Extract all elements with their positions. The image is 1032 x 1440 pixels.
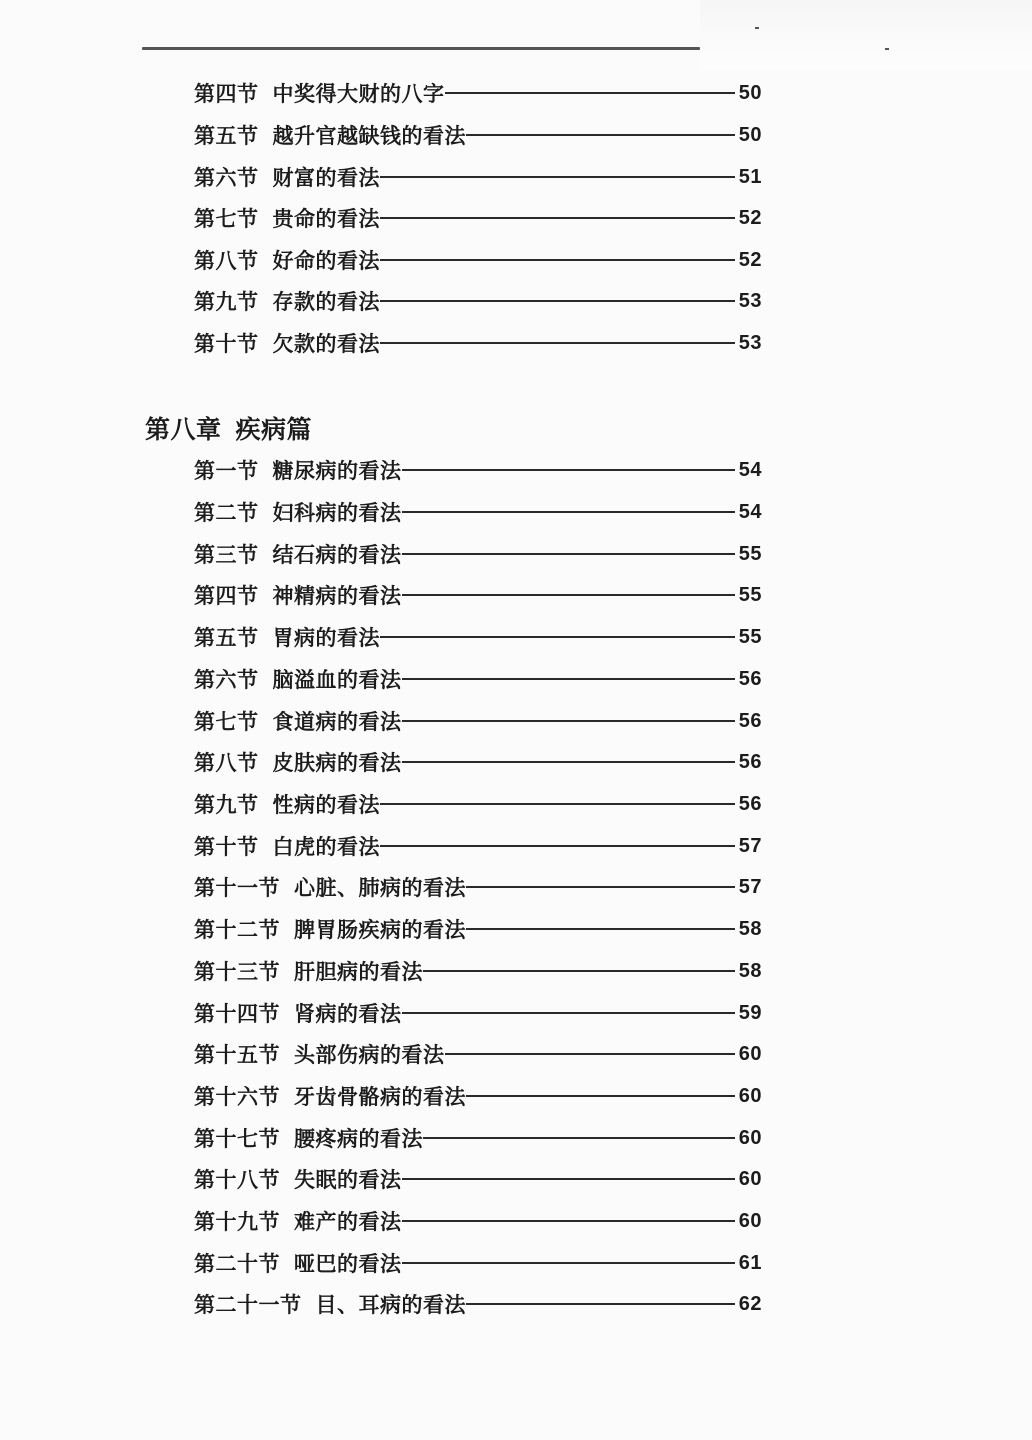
page-number: 60 <box>738 1167 762 1190</box>
page-number: 57 <box>738 875 762 898</box>
leader-line <box>402 594 736 596</box>
section-title: 中奖得大财的八字 <box>272 82 445 106</box>
section-title: 皮肤病的看法 <box>272 751 402 775</box>
section-number: 第五节 <box>194 124 259 148</box>
section-title: 脾胃肠疾病的看法 <box>294 918 466 942</box>
section-title: 头部伤病的看法 <box>294 1043 445 1067</box>
toc-entry <box>194 1039 762 1069</box>
leader-line <box>402 469 736 471</box>
toc-entry <box>194 162 762 192</box>
toc-entry <box>194 706 762 736</box>
toc-entry <box>194 664 762 694</box>
toc-entry <box>194 1248 762 1278</box>
toc-entry <box>194 455 762 485</box>
section-title: 哑巴的看法 <box>294 1252 402 1276</box>
page-number: 56 <box>738 750 762 773</box>
section-number: 第五节 <box>194 626 259 650</box>
page-number: 59 <box>738 1001 762 1024</box>
section-title: 胃病的看法 <box>272 626 380 650</box>
section-number: 第十节 <box>194 332 259 356</box>
section-title: 肝胆病的看法 <box>294 960 423 984</box>
toc-entry <box>194 245 762 275</box>
section-number: 第四节 <box>194 82 259 106</box>
page-number: 50 <box>738 123 762 146</box>
section-title: 财富的看法 <box>272 166 380 190</box>
page-number: 52 <box>738 248 762 271</box>
section-title: 牙齿骨骼病的看法 <box>294 1085 466 1109</box>
section-title: 脑溢血的看法 <box>272 668 402 692</box>
section-title: 妇科病的看法 <box>272 501 402 525</box>
section-number: 第六节 <box>194 166 259 190</box>
section-number: 第九节 <box>194 290 259 314</box>
leader-line <box>402 553 736 555</box>
leader-line <box>380 300 735 302</box>
section-number: 第七节 <box>194 710 259 734</box>
section-number: 第四节 <box>194 584 259 608</box>
toc-entry <box>194 78 762 108</box>
leader-line <box>402 1262 736 1264</box>
section-title: 贵命的看法 <box>272 207 380 231</box>
leader-line <box>402 1220 736 1222</box>
page-number: 55 <box>738 583 762 606</box>
page-number: 55 <box>738 542 762 565</box>
toc-entry <box>194 286 762 316</box>
leader-line <box>466 1303 735 1305</box>
section-number: 第八节 <box>194 751 259 775</box>
leader-line <box>380 217 735 219</box>
section-number: 第十七节 <box>194 1127 280 1151</box>
section-title: 肾病的看法 <box>294 1002 402 1026</box>
section-number: 第二节 <box>194 501 259 525</box>
leader-line <box>380 259 735 261</box>
section-title: 越升官越缺钱的看法 <box>272 124 466 148</box>
toc-entry <box>194 622 762 652</box>
page-number: 57 <box>738 834 762 857</box>
toc-entry <box>194 914 762 944</box>
toc-entry <box>194 956 762 986</box>
section-title: 性病的看法 <box>272 793 380 817</box>
leader-line <box>402 678 736 680</box>
section-title: 结石病的看法 <box>272 543 402 567</box>
toc-entry <box>194 1164 762 1194</box>
toc-entry <box>194 580 762 610</box>
section-title: 腰疼病的看法 <box>294 1127 423 1151</box>
section-number: 第十一节 <box>194 876 280 900</box>
section-number: 第七节 <box>194 207 259 231</box>
section-number: 第十五节 <box>194 1043 280 1067</box>
section-number: 第八节 <box>194 249 259 273</box>
leader-line <box>466 134 735 136</box>
section-title: 糖尿病的看法 <box>272 459 402 483</box>
page-number: 54 <box>738 500 762 523</box>
leader-line <box>380 176 735 178</box>
page-number: 58 <box>738 959 762 982</box>
leader-line <box>466 928 735 930</box>
page-number: 60 <box>738 1209 762 1232</box>
toc-entry <box>194 203 762 233</box>
section-number: 第六节 <box>194 668 259 692</box>
page-number: 50 <box>738 81 762 104</box>
scan-speck <box>885 48 889 50</box>
chapter-number: 第八章 <box>145 415 222 444</box>
toc-entry <box>194 1081 762 1111</box>
chapter-heading <box>145 410 312 446</box>
section-title: 难产的看法 <box>294 1210 402 1234</box>
leader-line <box>445 1053 736 1055</box>
toc-entry <box>194 998 762 1028</box>
section-number: 第十六节 <box>194 1085 280 1109</box>
section-number: 第九节 <box>194 793 259 817</box>
toc-entry <box>194 1289 762 1319</box>
leader-line <box>402 761 736 763</box>
section-number: 第二十节 <box>194 1252 280 1276</box>
leader-line <box>423 1137 735 1139</box>
scan-shadow <box>700 0 1032 70</box>
page-number: 60 <box>738 1126 762 1149</box>
section-title: 存款的看法 <box>272 290 380 314</box>
leader-line <box>402 511 736 513</box>
page-number: 54 <box>738 458 762 481</box>
chapter-title: 疾病篇 <box>235 415 313 444</box>
leader-line <box>402 1012 736 1014</box>
section-title: 食道病的看法 <box>272 710 402 734</box>
leader-line <box>380 845 735 847</box>
toc-entry <box>194 1123 762 1153</box>
header-rule <box>142 47 700 50</box>
page-number: 61 <box>738 1251 762 1274</box>
toc-entry <box>194 831 762 861</box>
toc-entry <box>194 328 762 358</box>
section-number: 第三节 <box>194 543 259 567</box>
toc-entry <box>194 747 762 777</box>
section-title: 神精病的看法 <box>272 584 402 608</box>
page-number: 56 <box>738 667 762 690</box>
toc-entry <box>194 872 762 902</box>
section-number: 第十三节 <box>194 960 280 984</box>
scan-speck <box>755 27 759 29</box>
page-number: 52 <box>738 206 762 229</box>
page-number: 51 <box>738 165 762 188</box>
section-title: 白虎的看法 <box>272 835 380 859</box>
toc-entry <box>194 789 762 819</box>
section-title: 目、耳病的看法 <box>315 1293 466 1317</box>
section-number: 第十八节 <box>194 1168 280 1192</box>
section-title: 心脏、肺病的看法 <box>294 876 466 900</box>
page-number: 58 <box>738 917 762 940</box>
page-number: 56 <box>738 709 762 732</box>
leader-line <box>402 1178 736 1180</box>
section-title: 失眠的看法 <box>294 1168 402 1192</box>
leader-line <box>380 803 735 805</box>
leader-line <box>380 636 735 638</box>
section-number: 第十四节 <box>194 1002 280 1026</box>
section-title: 好命的看法 <box>272 249 380 273</box>
leader-line <box>445 92 736 94</box>
section-number: 第一节 <box>194 459 259 483</box>
leader-line <box>423 970 735 972</box>
page-number: 62 <box>738 1292 762 1315</box>
page-number: 53 <box>738 289 762 312</box>
page-number: 55 <box>738 625 762 648</box>
section-number: 第二十一节 <box>194 1293 302 1317</box>
toc-entry <box>194 539 762 569</box>
leader-line <box>466 1095 735 1097</box>
leader-line <box>380 342 735 344</box>
leader-line <box>466 886 735 888</box>
toc-entry <box>194 1206 762 1236</box>
page-number: 56 <box>738 792 762 815</box>
section-number: 第十九节 <box>194 1210 280 1234</box>
section-number: 第十节 <box>194 835 259 859</box>
toc-entry <box>194 497 762 527</box>
leader-line <box>402 720 736 722</box>
section-number: 第十二节 <box>194 918 280 942</box>
page-number: 60 <box>738 1084 762 1107</box>
section-title: 欠款的看法 <box>272 332 380 356</box>
page-number: 53 <box>738 331 762 354</box>
toc-entry <box>194 120 762 150</box>
page-number: 60 <box>738 1042 762 1065</box>
